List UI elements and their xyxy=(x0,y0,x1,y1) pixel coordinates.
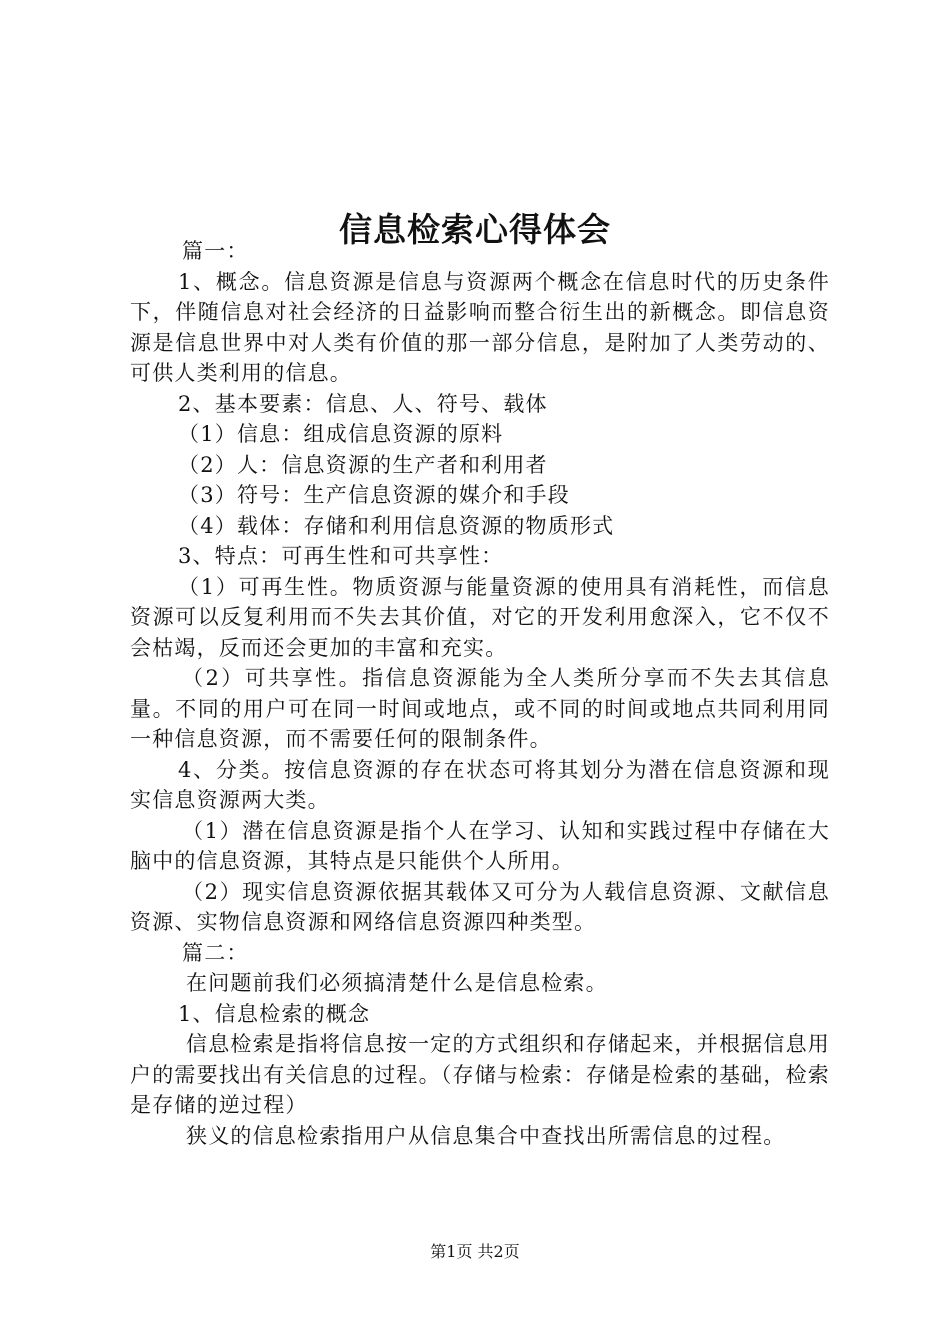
paragraph-concept: 1、概念。信息资源是信息与资源两个概念在信息时代的历史条件下，伴随信息对社会经济的日益影响而整合衍生出的新概念。即信息资源是信息世界中对人类有价值的那一部分信息，是附加了人类劳动的、可供人类利用的信息。 xyxy=(130,269,830,385)
paragraph-narrow-retrieval: 狭义的信息检索指用户从信息集合中查找出所需信息的过程。 xyxy=(186,1123,786,1148)
page-footer: 第1页 共2页 xyxy=(430,1242,520,1261)
paragraph-potential-resources: （1）潜在信息资源是指个人在学习、认知和实践过程中存储在大脑中的信息资源，其特点是只能供个人所用。 xyxy=(130,818,830,873)
document-body xyxy=(130,236,830,1151)
paragraph-question-intro: 在问题前我们必须搞清楚什么是信息检索。 xyxy=(186,971,608,995)
paragraph-features: 3、特点：可再生性和可共享性： xyxy=(178,544,504,568)
paragraph-renewable: （1）可再生性。物质资源与能量资源的使用具有消耗性，而信息资源可以反复利用而不失去其价值，对它的开发利用愈深入，它不仅不会枯竭，反而还会更加的丰富和充实。 xyxy=(130,574,830,660)
paragraph-retrieval-definition: 信息检索是指将信息按一定的方式组织和存储起来，并根据信息用户的需要找出有关信息的过程。（存储与检索：存储是检索的基础，检索是存储的逆过程） xyxy=(130,1032,830,1117)
section-heading-2: 篇二： xyxy=(182,940,249,965)
paragraph-shareable: （2）可共享性。指信息资源能为全人类所分享而不失去其信息量。不同的用户可在同一时间或地点，或不同的时间或地点共同利用同一种信息资源，而不需要任何的限制条件。 xyxy=(130,666,830,751)
list-item-carrier: （4）载体：存储和利用信息资源的物质形式 xyxy=(178,513,615,538)
list-item-people: （2）人：信息资源的生产者和利用者 xyxy=(178,452,548,477)
document-title: 信息检索心得体会 xyxy=(339,210,611,250)
paragraph-classification: 4、分类。按信息资源的存在状态可将其划分为潜在信息资源和现实信息资源两大类。 xyxy=(130,757,830,812)
section-heading-1: 篇一： xyxy=(182,239,249,263)
list-item-symbol: （3）符号：生产信息资源的媒介和手段 xyxy=(178,483,570,507)
paragraph-retrieval-concept-heading: 1、信息检索的概念 xyxy=(178,1001,371,1026)
paragraph-real-resources: （2）现实信息资源依据其载体又可分为人载信息资源、文献信息资源、实物信息资源和网络信息资源四种类型。 xyxy=(130,879,830,934)
paragraph-elements: 2、基本要素：信息、人、符号、载体 xyxy=(178,391,548,416)
list-item-information: （1）信息：组成信息资源的原料 xyxy=(178,422,504,446)
